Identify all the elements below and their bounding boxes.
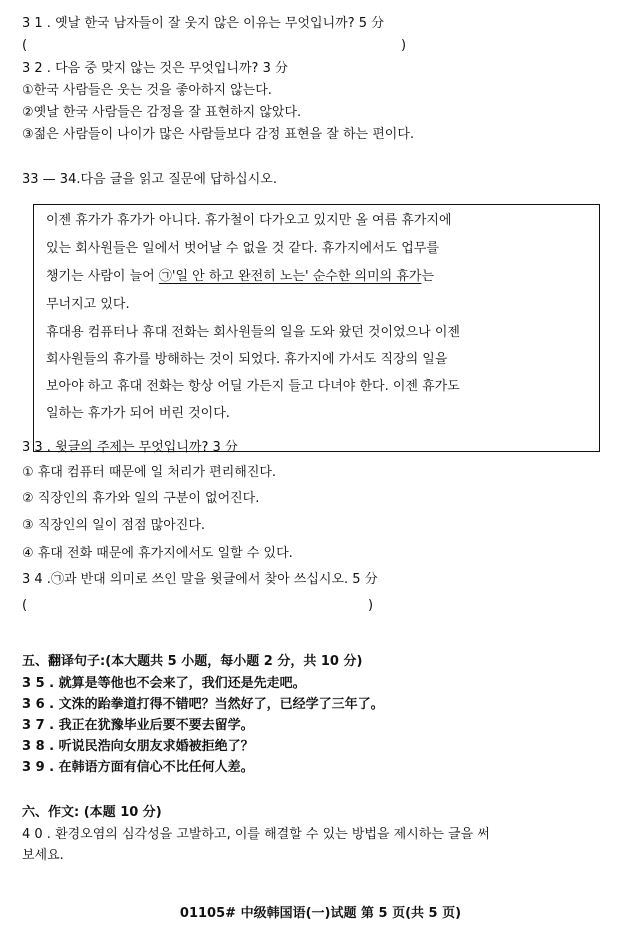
- passage-line-3: [46, 269, 434, 285]
- question-34: 3 4 .㉠과 반대 의미로 쓰인 말을 윗글에서 찾아 쓰십시오. 5 分: [22, 572, 378, 587]
- translation-item-38: 3 8 . 听说民浩向女朋友求婚被拒绝了？: [22, 739, 254, 754]
- question-40-line-1: 4 0 . 환경오염의 심각성을 고발하고, 이를 해결할 수 있는 방법을 제시하는 글을 써: [22, 827, 490, 842]
- question-33: 3 3 . 윗글의 주제는 무엇입니까? 3 分: [22, 440, 238, 455]
- passage-line-4: 무너지고 있다.: [46, 297, 130, 312]
- passage-line-8: 일하는 휴가가 되어 버린 것이다.: [46, 406, 230, 421]
- passage-line-7: 보아야 하고 휴대 전화는 항상 어딜 가든지 들고 다녀야 한다. 이젠 휴가도: [46, 379, 460, 394]
- translation-item-36: 3 6 . 文洙的跆拳道打得不错吧？当然好了，已经学了三年了。: [22, 697, 384, 712]
- translation-item-35: 3 5 . 就算是等他也不会来了，我们还是先走吧。: [22, 676, 306, 691]
- question-33-option-2: ② 직장인의 휴가와 일의 구분이 없어진다.: [22, 491, 260, 506]
- passage-line-1: 이젠 휴가가 휴가가 아니다. 휴가철이 다가오고 있지만 올 여름 휴가지에: [46, 213, 452, 228]
- passage-line-3-start: 챙기는 사람이 늘어: [46, 269, 159, 284]
- reading-passage-box: [33, 204, 600, 452]
- questions-33-34-intro: 33 — 34.다음 글을 읽고 질문에 답하십시오.: [22, 172, 277, 187]
- question-32-option-1: ①한국 사람들은 웃는 것을 좋아하지 않는다.: [22, 83, 272, 98]
- passage-underlined-phrase: ㉠'일 안 하고 완전히 노는' 순수한 의미의 휴가: [158, 269, 422, 284]
- translation-item-37: 3 7 . 我正在犹豫毕业后要不要去留学。: [22, 718, 254, 733]
- question-32-option-2: ②옛날 한국 사람들은 감정을 잘 표현하지 않았다.: [22, 105, 302, 120]
- answer-paren-open-31: (: [22, 38, 28, 53]
- question-33-option-3: ③ 직장인의 일이 점점 많아진다.: [22, 518, 206, 533]
- passage-line-5: 휴대용 컴퓨터나 휴대 전화는 회사원들의 일을 도와 왔던 것이었으나 이젠: [46, 325, 460, 340]
- question-33-option-4: ④ 휴대 전화 때문에 휴가지에서도 일할 수 있다.: [22, 546, 293, 561]
- question-32: 3 2 . 다음 중 맞지 않는 것은 무엇입니까? 3 分: [22, 61, 288, 76]
- page-footer: 01105# 中级韩国语(一)试题 第 5 页(共 5 页): [179, 906, 462, 921]
- answer-paren-open-34: (: [22, 598, 28, 613]
- question-31: 3 1 . 옛날 한국 남자들이 잘 웃지 않은 이유는 무엇입니까? 5 分: [22, 16, 385, 31]
- answer-paren-close-34: ): [368, 598, 374, 613]
- question-32-option-3: ③젊은 사람들이 나이가 많은 사람들보다 감정 표현을 잘 하는 편이다.: [22, 127, 415, 142]
- passage-line-3-end: 는: [421, 269, 434, 284]
- answer-paren-close-31: ): [401, 38, 407, 53]
- passage-line-6: 회사원들의 휴가를 방해하는 것이 되었다. 휴가지에 가서도 직장의 일을: [46, 352, 448, 367]
- translation-item-39: 3 9 . 在韩语方面有信心不比任何人差。: [22, 760, 254, 775]
- question-33-option-1: ① 휴대 컴퓨터 때문에 일 처리가 편리해진다.: [22, 465, 277, 480]
- question-40-line-2: 보세요.: [22, 848, 64, 863]
- passage-line-2: 있는 회사원들은 일에서 벗어날 수 없을 것 같다. 휴가지에서도 업무를: [46, 241, 439, 256]
- section-6-heading: 六、作文: (本题 10 分): [22, 805, 162, 820]
- section-5-heading: 五、翻译句子:(本大题共 5 小题，每小题 2 分，共 10 分): [22, 654, 363, 669]
